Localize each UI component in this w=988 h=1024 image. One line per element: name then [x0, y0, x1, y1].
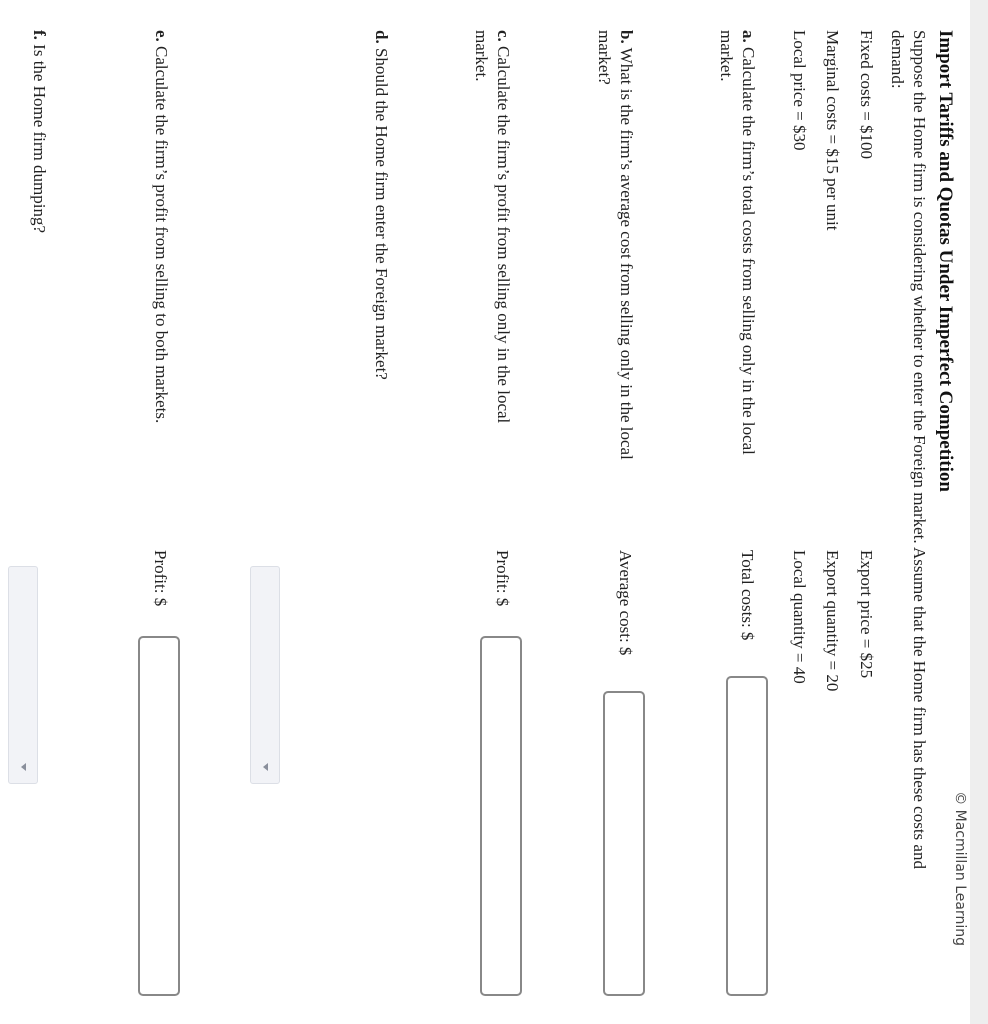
- marginal-costs-text: Marginal costs = $15 per unit: [823, 30, 842, 231]
- profit-local-label: Profit: $: [493, 550, 512, 607]
- question-a-text: Calculate the firm’s total costs from selling only in the local market.: [717, 30, 758, 455]
- question-c: [470, 30, 514, 470]
- dumping-select[interactable]: [8, 566, 38, 784]
- enter-market-select[interactable]: [250, 566, 280, 784]
- question-e-text: Calculate the firm’s profit from selling to both markets.: [152, 41, 171, 424]
- export-quantity-text: Export quantity = 20: [823, 550, 842, 692]
- total-costs-label: Total costs: $: [738, 550, 757, 641]
- copyright-notice: © Macmillan Learning: [952, 791, 968, 946]
- page-title: Import Tariffs and Quotas Under Imperfect Competition: [935, 30, 956, 492]
- average-cost-input[interactable]: [603, 691, 645, 996]
- question-d: [370, 30, 392, 470]
- question-d-text: Should the Home firm enter the Foreign market?: [372, 43, 391, 380]
- fixed-costs-text: Fixed costs = $100: [857, 30, 876, 160]
- chevron-down-icon: [21, 763, 26, 771]
- question-c-letter: c.: [494, 30, 513, 42]
- question-f-letter: f.: [30, 30, 49, 40]
- question-e-letter: e.: [152, 30, 171, 42]
- profit-both-input[interactable]: [138, 636, 180, 996]
- profit-both-label: Profit: $: [151, 550, 170, 607]
- local-price-text: Local price = $30: [790, 30, 809, 151]
- question-f-text: Is the Home firm dumping?: [30, 39, 49, 234]
- chevron-down-icon: [263, 763, 268, 771]
- profit-local-input[interactable]: [480, 636, 522, 996]
- total-costs-input[interactable]: [726, 676, 768, 996]
- question-a-letter: a.: [739, 30, 758, 43]
- question-b-letter: b.: [617, 30, 636, 44]
- question-a: [715, 30, 759, 470]
- export-price-text: Export price = $25: [857, 550, 876, 679]
- question-b: [593, 30, 637, 470]
- question-c-text: Calculate the firm’s profit from selling only in the local market.: [472, 30, 513, 424]
- question-b-text: What is the firm’s average cost from selling only in the local market?: [595, 30, 636, 460]
- question-d-letter: d.: [372, 30, 391, 44]
- local-quantity-text: Local quantity = 40: [790, 550, 809, 684]
- average-cost-label: Average cost: $: [616, 550, 635, 656]
- question-f: [28, 30, 50, 470]
- question-e: [150, 30, 172, 470]
- problem-intro: Suppose the Home firm is considering whether to enter the Foreign market. Assume that the Home firm has these costs and demand:: [888, 30, 929, 869]
